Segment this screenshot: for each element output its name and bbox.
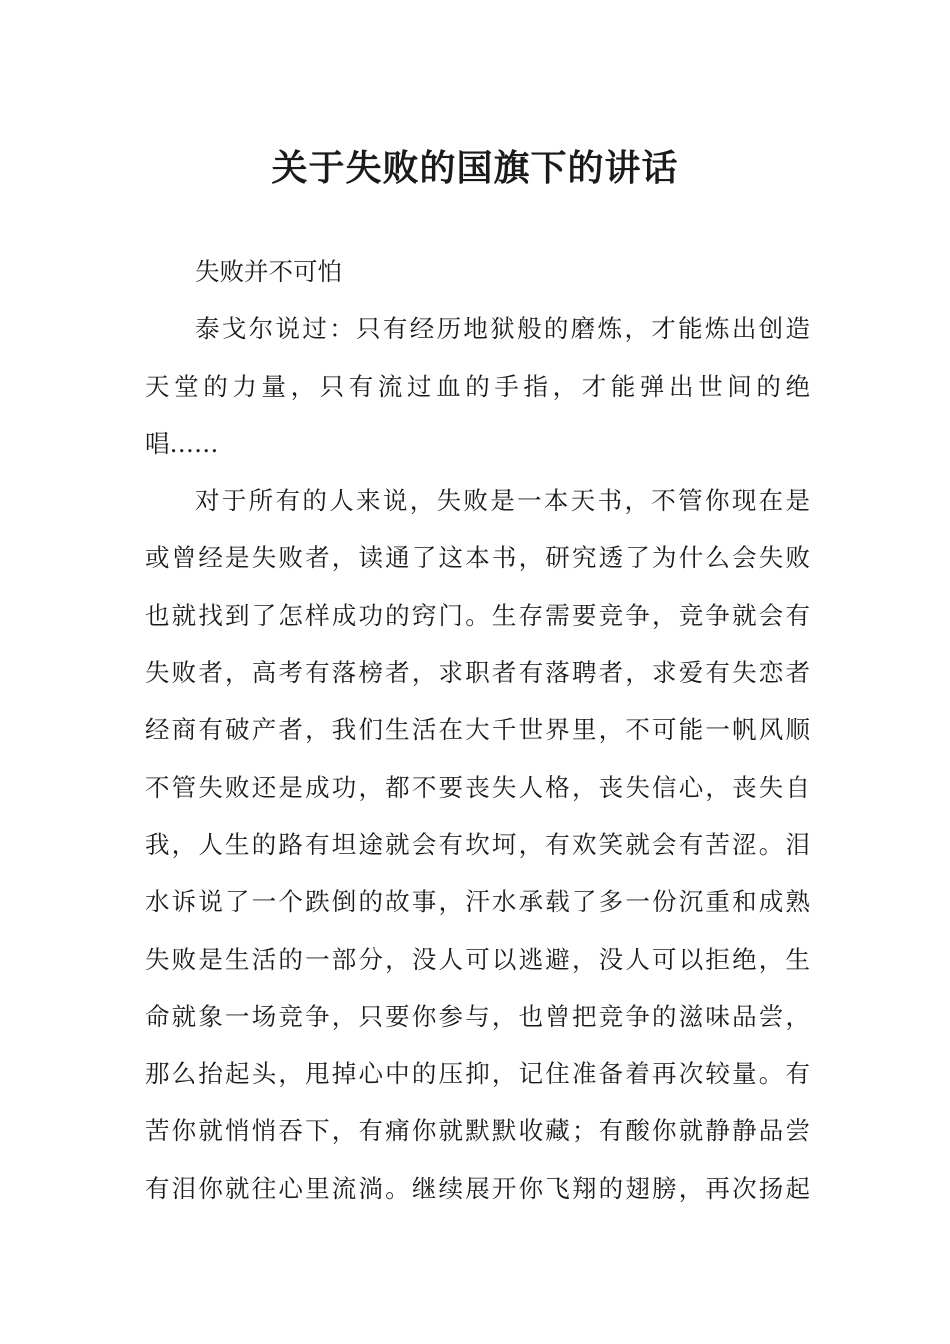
body-text-line: 对于所有的人来说，失败是一本天书，不管你现在是: [195, 486, 810, 516]
body-text-line: 水诉说了一个跌倒的故事，汗水承载了多一份沉重和成熟: [145, 887, 810, 917]
body-text-line: 有泪你就往心里流淌。继续展开你飞翔的翅膀，再次扬起: [145, 1173, 810, 1203]
body-text-line: 那么抬起头，甩掉心中的压抑，记住准备着再次较量。有: [145, 1059, 810, 1089]
body-text-line: 命就象一场竞争，只要你参与，也曾把竞争的滋味品尝，: [145, 1001, 810, 1031]
body-text-line: 我，人生的路有坦途就会有坎坷，有欢笑就会有苦涩。泪: [145, 829, 810, 859]
body-text-line: 天堂的力量，只有流过血的手指，才能弹出世间的绝: [145, 371, 810, 401]
body-text-line: 经商有破产者，我们生活在大千世界里，不可能一帆风顺: [145, 715, 810, 745]
body-text-line: 或曾经是失败者，读通了这本书，研究透了为什么会失败: [145, 543, 810, 573]
body-text-line: 苦你就悄悄吞下，有痛你就默默收藏；有酸你就静静品尝: [145, 1116, 810, 1146]
body-text-line: 也就找到了怎样成功的窍门。生存需要竞争，竞争就会有: [145, 600, 810, 630]
body-text-line: 失败是生活的一部分，没人可以逃避，没人可以拒绝，生: [145, 944, 810, 974]
body-text-line: 失败者，高考有落榜者，求职者有落聘者，求爱有失恋者: [145, 658, 810, 688]
document-body: [145, 243, 810, 1217]
document-title: 关于失败的国旗下的讲话: [271, 147, 679, 190]
body-text-line: 失败并不可怕: [195, 257, 342, 286]
body-text-line: 泰戈尔说过：只有经历地狱般的磨炼，才能炼出创造: [195, 314, 810, 344]
body-text-line: 不管失败还是成功，都不要丧失人格，丧失信心，丧失自: [145, 772, 810, 802]
body-text-line: 唱……: [145, 428, 219, 458]
